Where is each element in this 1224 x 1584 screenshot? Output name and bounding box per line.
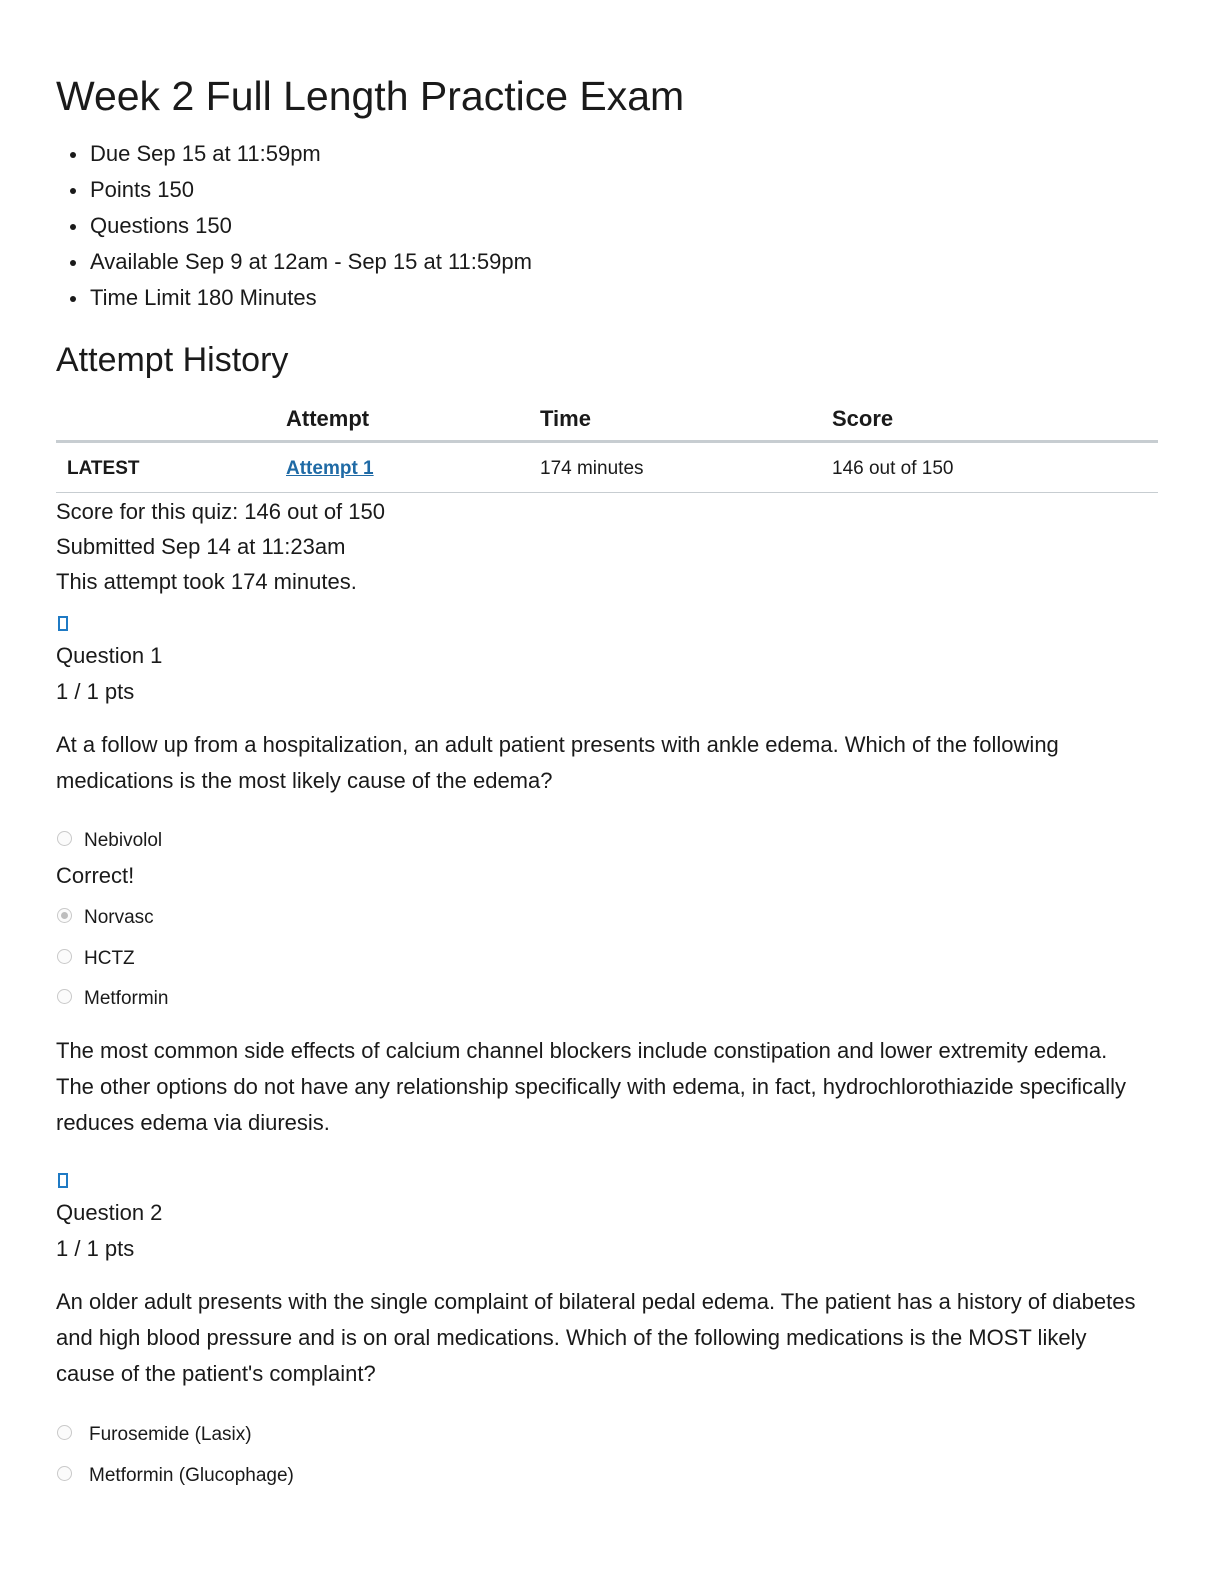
column-header-attempt: Attempt [286,406,370,431]
radio-button[interactable] [57,989,72,1004]
attempt-summary [56,494,385,599]
question-1-title: Question 1 [56,643,163,668]
question-1-text: At a follow up from a hospitalization, an adult patient presents with ankle edema. Which of the following medications is the most likely cause of the edema? [56,732,1059,793]
question-2-points: 1 / 1 pts [56,1236,135,1261]
submitted-time: Submitted Sep 14 at 11:23am [56,534,346,559]
question-1-explanation: The most common side effects of calcium channel blockers include constipation and lower extremity edema. The other options do not have any relationship specifically with edema, in fact, hydrochlorothiazide specifically reduces edema via diuresis. [56,1038,1127,1135]
answer-label: Furosemide (Lasix) [89,1424,252,1445]
answer-label: Norvasc [84,907,154,928]
availability: Available Sep 9 at 12am - Sep 15 at 11:59pm [56,244,532,280]
attempt-1-link[interactable]: Attempt 1 [286,458,374,479]
attempt-score: 146 out of 150 [832,458,954,479]
answer-label: HCTZ [84,948,135,969]
answer-label: Metformin [84,988,169,1009]
question-2-text: An older adult presents with the single complaint of bilateral pedal edema. The patient has a history of diabetes and high blood pressure and is on oral medications. Which of the following medications is the MOST likely cause of the patient's complaint? [56,1289,1136,1386]
answer-label: Nebivolol [84,830,163,851]
column-header-score: Score [832,406,894,431]
attempt-time: 174 minutes [540,458,644,479]
attempt-duration: This attempt took 174 minutes. [56,569,357,594]
table-row [56,443,1158,493]
page-title: Week 2 Full Length Practice Exam [56,73,685,119]
question-1-points: 1 / 1 pts [56,679,135,704]
quiz-score: Score for this quiz: 146 out of 150 [56,499,385,524]
table-header [56,400,1158,443]
flag-question-icon[interactable] [58,1173,68,1188]
radio-button[interactable] [57,1466,72,1481]
flag-question-icon[interactable] [58,616,68,631]
attempt-history-table [56,400,1158,493]
answer-label: Metformin (Glucophage) [89,1465,294,1486]
question-2-title: Question 2 [56,1200,163,1225]
latest-tag: LATEST [67,458,140,479]
time-limit: Time Limit 180 Minutes [56,280,532,316]
radio-button[interactable] [57,949,72,964]
question-count: Questions 150 [56,208,532,244]
radio-button[interactable] [57,831,72,846]
column-header-time: Time [540,406,591,431]
attempt-history-heading: Attempt History [56,341,289,379]
correct-answer-indicator: Correct! [56,863,135,888]
radio-button[interactable] [57,1425,72,1440]
points: Points 150 [56,172,532,208]
due-date: Due Sep 15 at 11:59pm [56,136,532,172]
radio-button-selected[interactable] [57,908,72,923]
quiz-details [56,136,532,316]
